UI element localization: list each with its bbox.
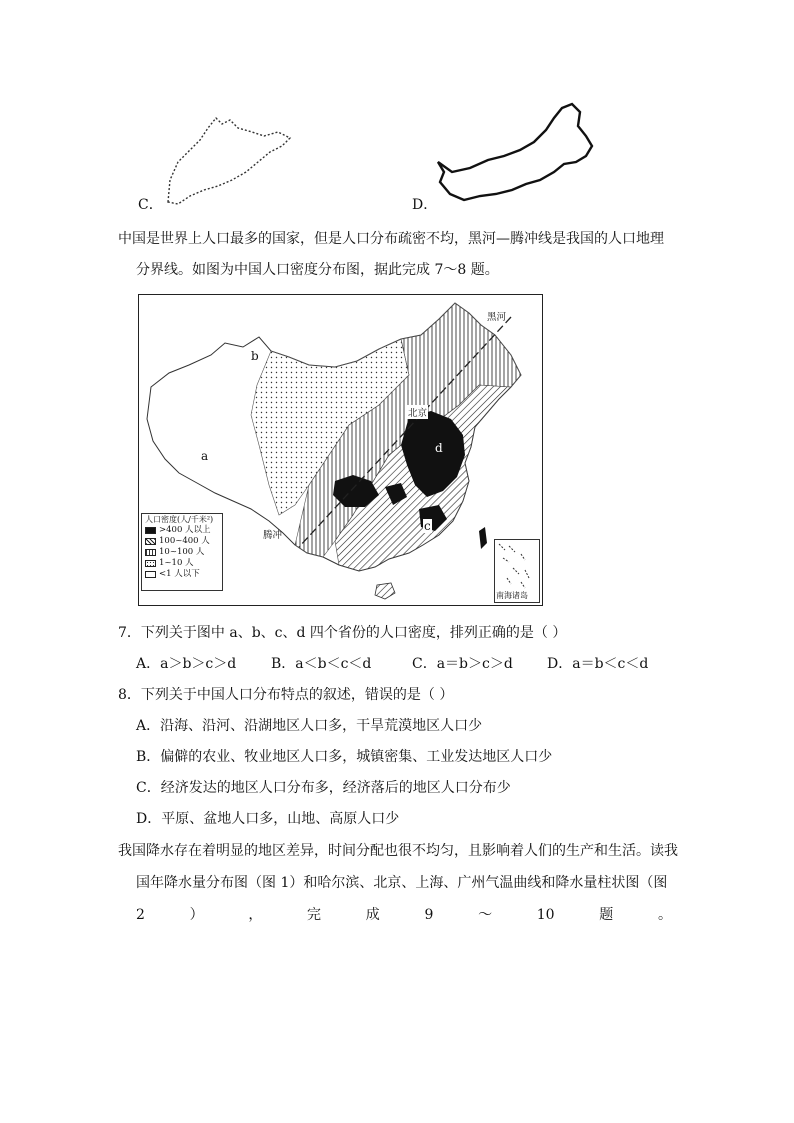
inner-mongolia-outline-shape <box>430 100 600 210</box>
legend-item <box>142 536 222 547</box>
legend-item-label: 10~100 人 <box>159 547 205 557</box>
line3-part: ） <box>189 907 204 923</box>
legend-item <box>142 558 222 569</box>
map-label-d: d <box>435 441 443 455</box>
legend-swatch-vertical <box>145 549 156 556</box>
legend-swatch-solid <box>145 527 156 534</box>
legend-item-label: 100~400 人 <box>159 536 210 546</box>
option-d-label: D． <box>412 197 438 213</box>
inset-label: 南海诸岛 <box>496 591 528 600</box>
legend-item <box>142 547 222 558</box>
q7-stem: 7．下列关于图中 a、b、c、d 四个省份的人口密度，排列正确的是（ ） <box>118 625 567 641</box>
legend-swatch-blank <box>145 571 156 578</box>
intro2-line3 <box>136 905 672 925</box>
q8-option-a: A．沿海、沿河、沿湖地区人口多，干旱荒漠地区人口少 <box>136 718 483 734</box>
map-legend <box>141 513 223 591</box>
south-china-sea-inset <box>494 539 540 603</box>
legend-item-label: 1~10 人 <box>159 558 194 568</box>
legend-item-label: >400 人以上 <box>159 525 211 535</box>
line3-part: 2 <box>136 907 145 923</box>
intro1-line2: 分界线。如图为中国人口密度分布图，据此完成 7～8 题。 <box>136 262 499 278</box>
legend-swatch-dots <box>145 560 156 567</box>
legend-item <box>142 525 222 536</box>
q8-stem: 8．下列关于中国人口分布特点的叙述，错误的是（ ） <box>118 687 454 703</box>
line3-part: 完 <box>307 907 322 923</box>
intro2-line2: 国年降水量分布图（图 1）和哈尔滨、北京、上海、广州气温曲线和降水量柱状图（图 <box>136 875 668 891</box>
legend-swatch-diagonal <box>145 538 156 545</box>
intro1-line1: 中国是世界上人口最多的国家，但是人口分布疏密不均，黑河—腾冲线是我国的人口地理 <box>118 231 664 247</box>
legend-title: 人口密度(人/千米²) <box>145 515 214 524</box>
map-label-heihe: 黑河 <box>487 312 507 323</box>
shandong-outline-shape <box>160 110 300 210</box>
map-label-beijing: 北京 <box>407 405 428 419</box>
line3-part: 。 <box>658 907 672 923</box>
intro2-line1: 我国降水存在着明显的地区差异，时间分配也很不均匀，且影响着人们的生产和生活。读我 <box>118 843 678 859</box>
q8-option-d: D．平原、盆地人口多，山地、高原人口少 <box>136 811 400 827</box>
q7-option-c: C．a＝b＞c＞d <box>412 656 513 672</box>
legend-item-label: <1 人以下 <box>159 569 200 579</box>
line3-part: 成 <box>365 907 380 923</box>
line3-part: 9 <box>424 907 434 923</box>
map-label-tengchong: 腾冲 <box>263 530 283 541</box>
q7-option-d: D．a＝b＜c＜d <box>547 656 649 672</box>
map-label-c: c <box>424 519 431 533</box>
line3-part: ～ <box>478 907 493 923</box>
q7-option-b: B．a＜b＜c＜d <box>271 656 372 672</box>
legend-item <box>142 569 222 580</box>
q8-option-b: B．偏僻的农业、牧业地区人口多，城镇密集、工业发达地区人口少 <box>136 749 553 765</box>
q7-option-a: A．a＞b＞c＞d <box>136 656 237 672</box>
map-label-a: a <box>201 449 209 463</box>
option-c-label: C． <box>138 197 163 213</box>
q8-option-c: C．经济发达的地区人口分布多，经济落后的地区人口分布少 <box>136 780 511 796</box>
map-label-b: b <box>251 349 259 363</box>
line3-part: 10 <box>536 907 555 923</box>
line3-part: ， <box>248 907 263 923</box>
line3-part: 题 <box>599 907 614 923</box>
population-density-map <box>138 294 543 606</box>
